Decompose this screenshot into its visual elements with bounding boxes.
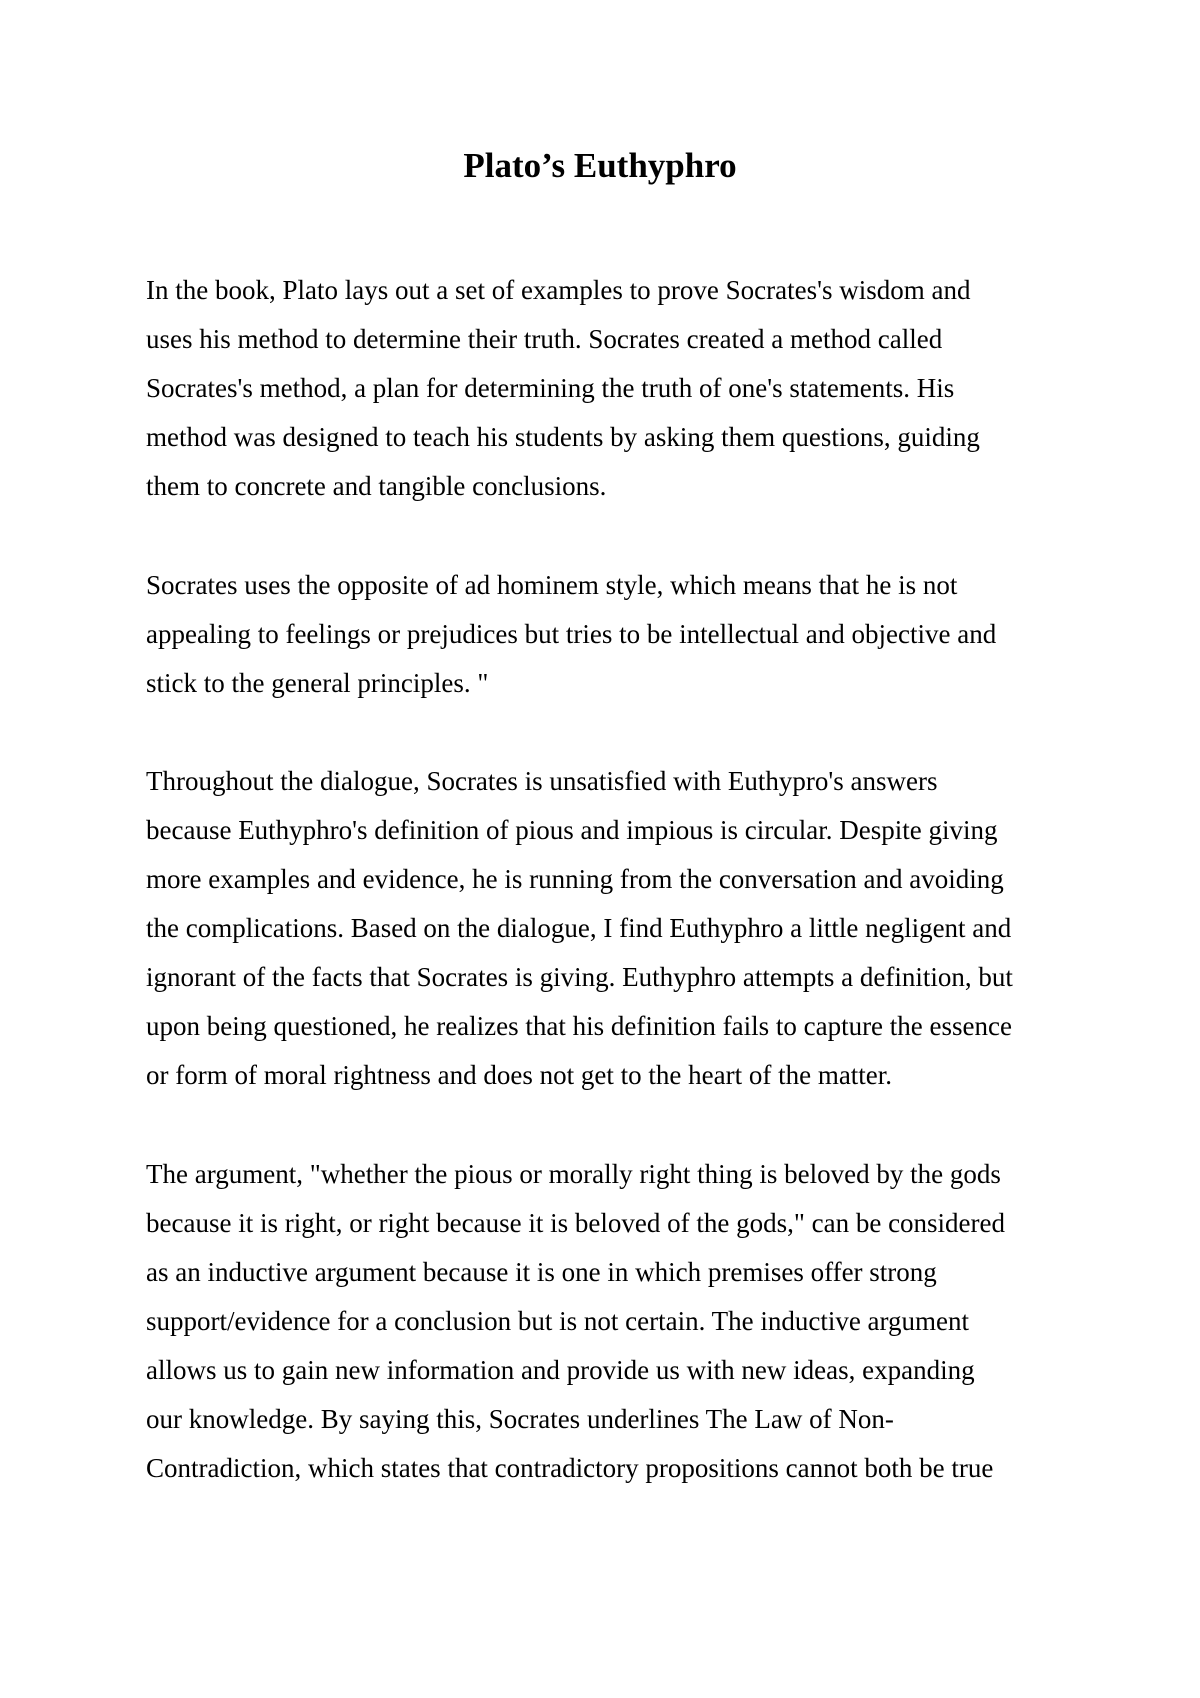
text-line: upon being questioned, he realizes that his definition fails to capture the essence bbox=[146, 1011, 1012, 1041]
text-line: more examples and evidence, he is running from the conversation and avoiding bbox=[146, 864, 1004, 894]
paragraph-3 bbox=[146, 757, 1066, 1100]
text-line: allows us to gain new information and provide us with new ideas, expanding bbox=[146, 1355, 975, 1385]
text-line: Socrates's method, a plan for determining the truth of one's statements. His bbox=[146, 373, 955, 403]
text-line: appealing to feelings or prejudices but tries to be intellectual and objective and bbox=[146, 619, 997, 649]
text-line: as an inductive argument because it is one in which premises offer strong bbox=[146, 1257, 937, 1287]
text-line: In the book, Plato lays out a set of examples to prove Socrates's wisdom and bbox=[146, 275, 971, 305]
text-line: ignorant of the facts that Socrates is giving. Euthyphro attempts a definition, but bbox=[146, 962, 1013, 992]
text-line: Socrates uses the opposite of ad hominem style, which means that he is not bbox=[146, 570, 958, 600]
paragraph-4 bbox=[146, 1150, 1066, 1493]
text-line: support/evidence for a conclusion but is not certain. The inductive argument bbox=[146, 1306, 970, 1336]
text-line: our knowledge. By saying this, Socrates underlines The Law of Non- bbox=[146, 1404, 894, 1434]
text-line: Throughout the dialogue, Socrates is unsatisfied with Euthypro's answers bbox=[146, 766, 938, 796]
text-line: Contradiction, which states that contradictory propositions cannot both be true bbox=[146, 1453, 994, 1483]
paragraph-1 bbox=[146, 266, 1066, 511]
text-line: them to concrete and tangible conclusions. bbox=[146, 471, 607, 501]
text-line: method was designed to teach his students by asking them questions, guiding bbox=[146, 422, 980, 452]
text-line: stick to the general principles. " bbox=[146, 668, 489, 698]
text-line: or form of moral rightness and does not get to the heart of the matter. bbox=[146, 1060, 893, 1090]
text-line: uses his method to determine their truth. Socrates created a method called bbox=[146, 324, 943, 354]
document-title: Plato’s Euthyphro bbox=[463, 146, 737, 185]
text-line: the complications. Based on the dialogue, I find Euthyphro a little negligent and bbox=[146, 913, 1012, 943]
paragraph-2 bbox=[146, 561, 1066, 708]
text-line: because it is right, or right because it is beloved of the gods," can be considered bbox=[146, 1208, 1006, 1238]
text-line: because Euthyphro's definition of pious and impious is circular. Despite giving bbox=[146, 815, 998, 845]
text-line: The argument, "whether the pious or morally right thing is beloved by the gods bbox=[146, 1159, 1001, 1189]
